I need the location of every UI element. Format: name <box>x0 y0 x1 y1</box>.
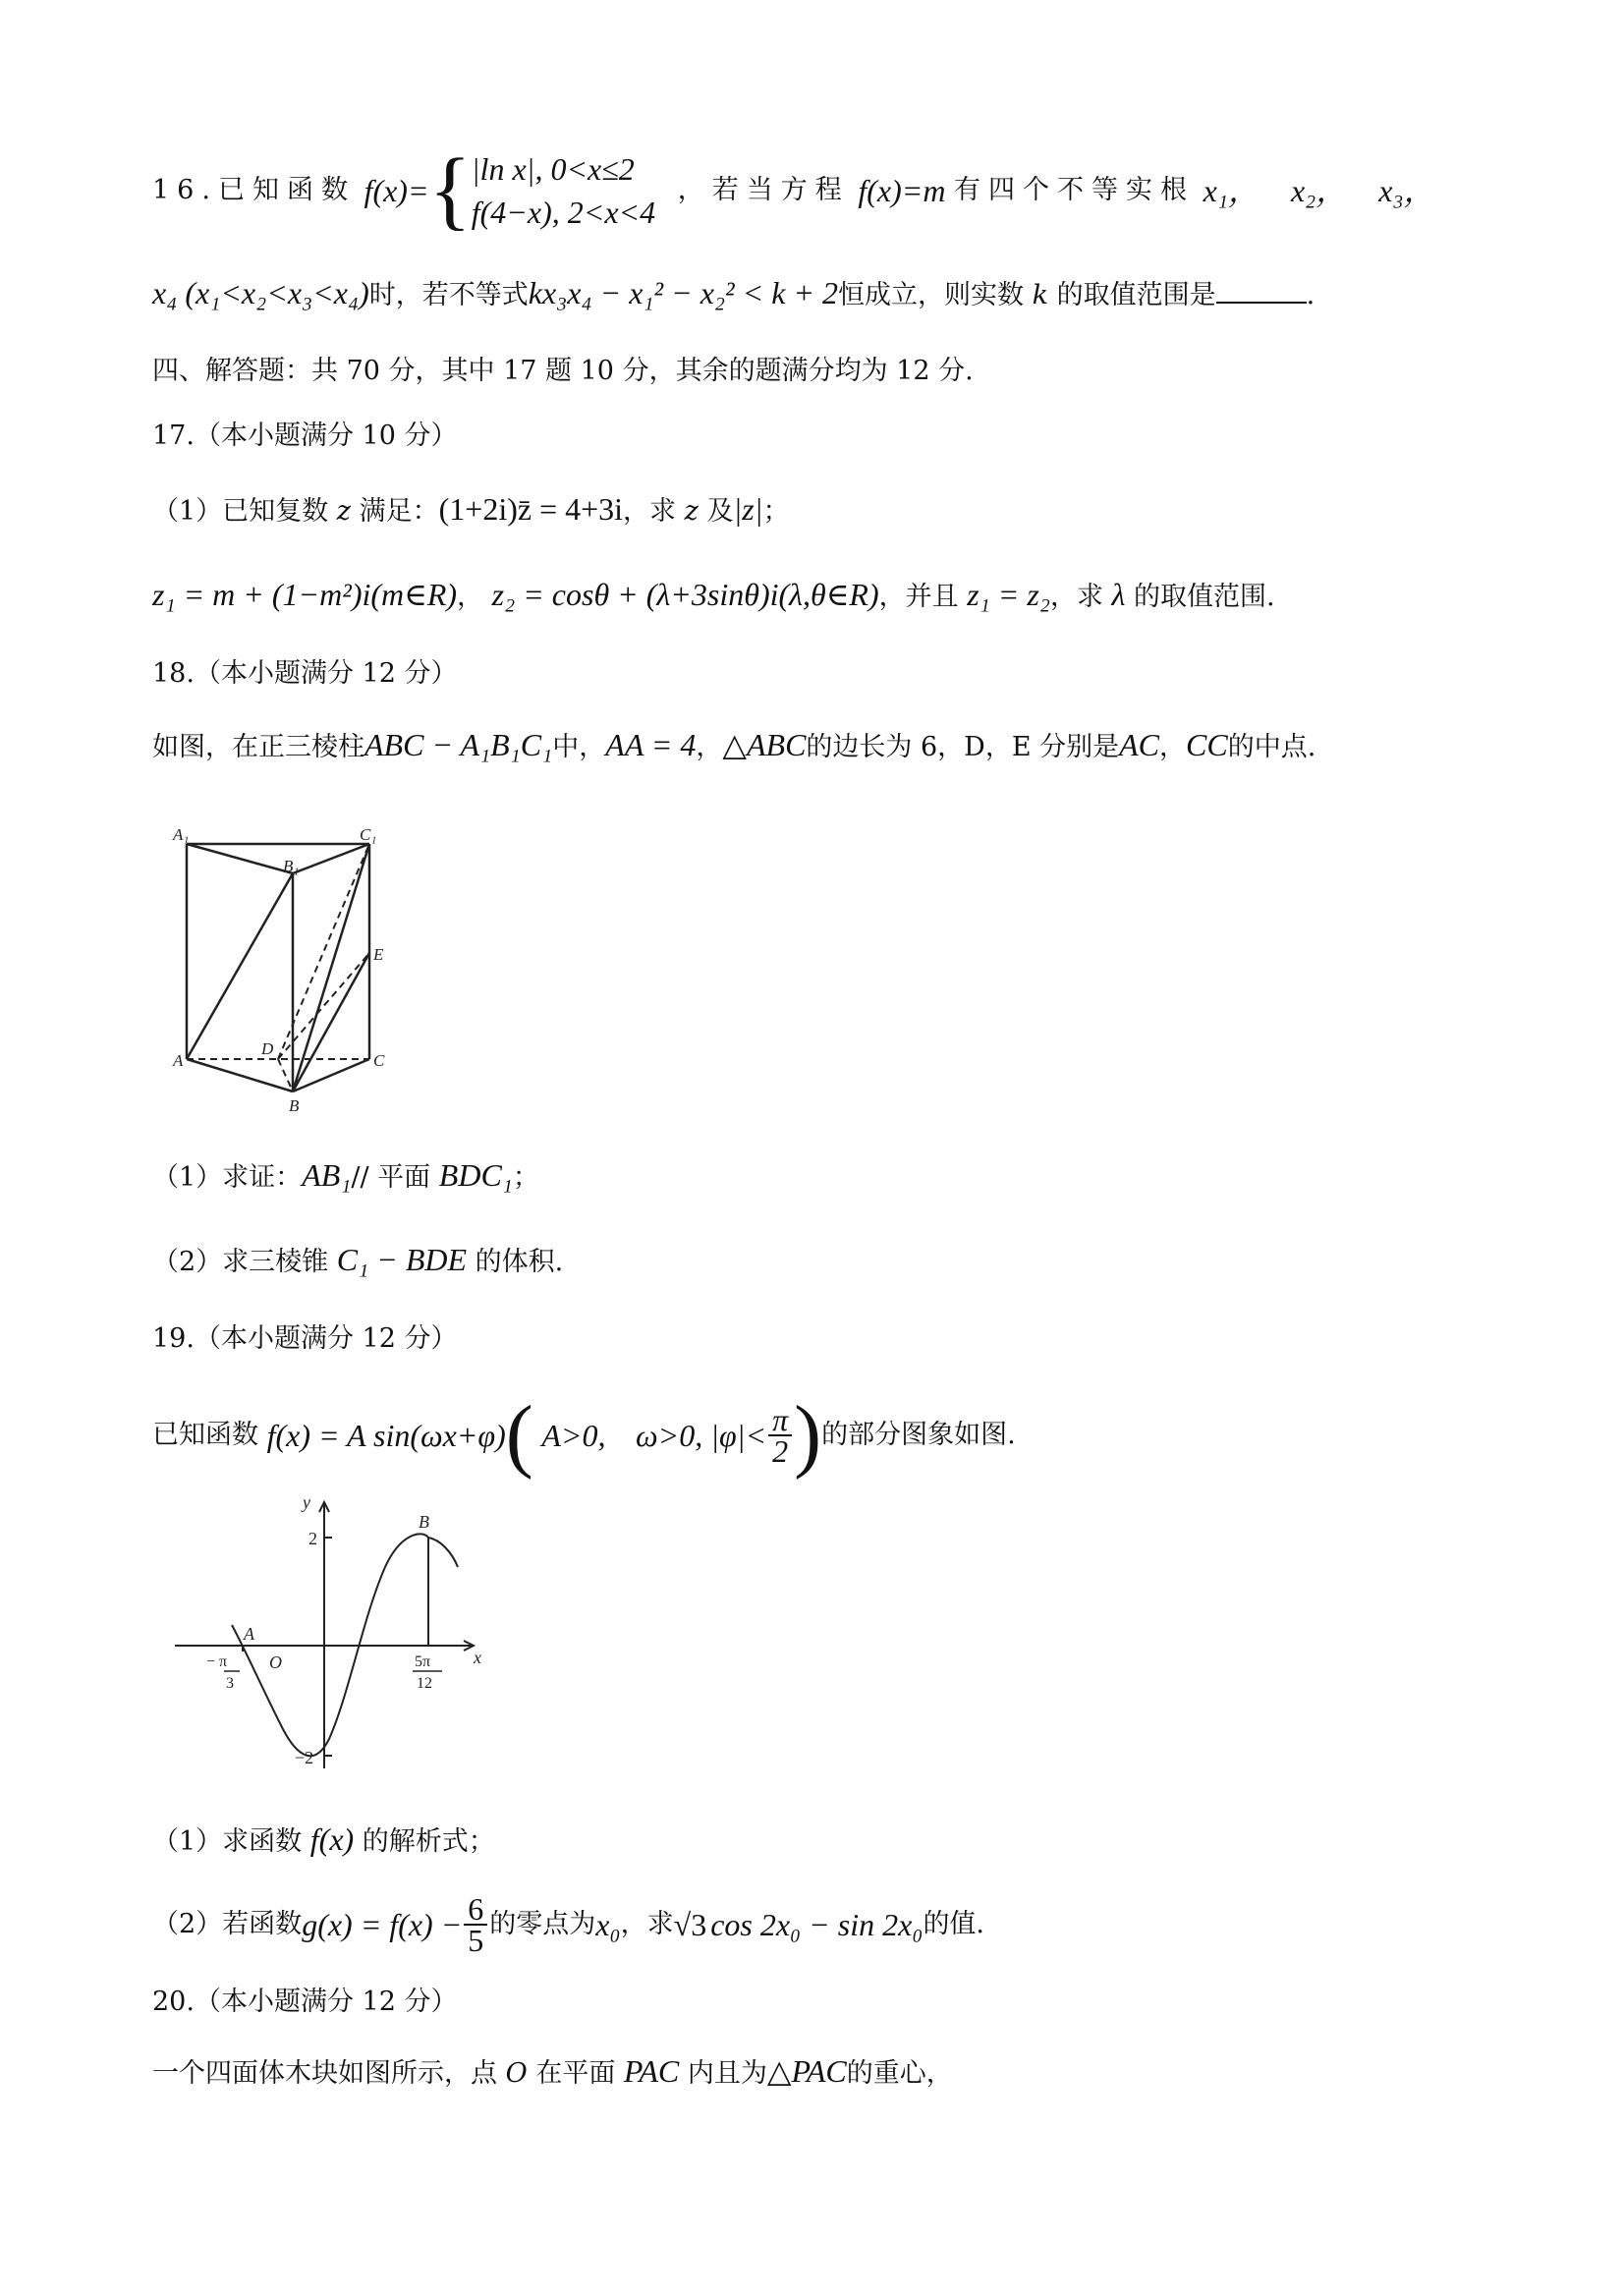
q18-ac: AC <box>1119 727 1160 762</box>
q18-aa: AA = 4 <box>605 727 697 762</box>
q18-text-b: 中， <box>552 732 606 762</box>
q16-text-b: 时，若不等式 <box>368 280 529 310</box>
q17-p1-end: ； <box>762 496 790 527</box>
q19-part2 <box>152 1891 1488 1965</box>
q19-p2-text-a: （2）若函数 <box>152 1909 303 1939</box>
q17-lambda: λ <box>1111 577 1126 612</box>
q19-p1-text-b: 的解析式； <box>362 1826 495 1857</box>
q19-p2-text-d: 的值. <box>923 1909 985 1939</box>
q19-paren-left: ( <box>505 1389 533 1481</box>
q18-triangle: △ABC <box>722 727 807 762</box>
q19-p1-fx: f(x) <box>309 1821 355 1857</box>
q20-triangle-pac: △PAC <box>766 2053 847 2089</box>
q16-inequality: kx₃x₄ − x₁² − x₂² < k + 2 <box>528 275 839 310</box>
q16-eq: f(x)=m <box>858 173 946 208</box>
q19-p2-text-b: 的零点为 <box>489 1909 596 1939</box>
q20-o: O <box>505 2058 528 2089</box>
q17-p1-text-d: 及 <box>706 496 734 527</box>
q20-text-b: 在平面 <box>535 2058 616 2089</box>
q17-p1-text-b: 满足： <box>359 496 439 527</box>
q18-prism: ABC − A₁B₁C₁ <box>364 727 553 762</box>
q18-label-e: E <box>373 945 384 964</box>
q17-z2-expression: z₂ = cosθ + (λ+3sinθ)i(λ,θ∈R) <box>491 577 879 612</box>
q19-tick-num: 5π <box>415 1653 431 1670</box>
q16-text-c: 恒成立，则实数 <box>838 280 1025 310</box>
q19-sqrt3: √3 <box>673 1907 707 1942</box>
q20-statement <box>152 2051 1488 2094</box>
q19-x-label: x <box>474 1648 481 1667</box>
q19-point-a: A <box>244 1624 254 1644</box>
q19-p2-expression: cos 2x₀ − sin 2x₀ <box>710 1907 923 1942</box>
q17-p1-equation: (1+2i)z̄ = 4+3i <box>438 491 624 527</box>
q20-pac: PAC <box>623 2053 680 2089</box>
q20-text-d: 的重心， <box>846 2058 953 2089</box>
q18-part2 <box>152 1240 1488 1282</box>
q19-y-bottom: −2 <box>295 1748 314 1767</box>
q20-header: 20.（本小题满分 12 分） <box>152 1987 458 2017</box>
q19-text-a: 已知函数 <box>152 1420 258 1450</box>
q18-label-d: D <box>261 1039 274 1058</box>
q17-part2 <box>152 575 1488 617</box>
q17-z1-expression: z₁ = m + (1−m²)i(m∈R) <box>152 577 458 612</box>
q19-x0: x₀ <box>595 1907 621 1942</box>
q19-point-b: B <box>419 1512 429 1532</box>
q18-part1 <box>152 1155 1488 1198</box>
q18-text-e: ， <box>1159 732 1187 762</box>
q19-six-fifths <box>464 1891 487 1958</box>
q16-k: k <box>1032 280 1048 310</box>
q18-pyramid: C₁ − BDE <box>336 1242 468 1277</box>
q18-p1-text-b: // 平面 <box>351 1162 431 1193</box>
q19-p2-text-c: ，求 <box>620 1909 674 1939</box>
q18-text-d: 的边长为 6，D，E 分别是 <box>806 732 1120 762</box>
q17-p2-text-b: ，并且 <box>878 582 959 612</box>
q18-p2-text-a: （2）求三棱锥 <box>152 1247 329 1277</box>
q18-plane-bdc1: BDC₁ <box>438 1157 513 1193</box>
q18-text-a: 如图，在正三棱柱 <box>152 732 364 762</box>
q19-header: 19.（本小题满分 12 分） <box>152 1323 458 1354</box>
q18-label-a1: A₁ <box>173 825 190 844</box>
q16-answer-blank <box>1216 282 1307 304</box>
q18-p2-text-b: 的体积. <box>475 1247 564 1277</box>
q19-tick-den: 12 <box>417 1675 432 1692</box>
q17-part1 <box>152 489 1488 532</box>
q19-part1 <box>152 1820 1488 1862</box>
q19-fx: f(x) = A sin(ωx+φ) <box>266 1418 506 1453</box>
q19-y-label: y <box>303 1492 310 1512</box>
q19-neg-pi3-den: 3 <box>226 1675 234 1692</box>
q18-label-b1: B₁ <box>283 857 300 875</box>
q16-mid: ，若当方程 <box>677 175 850 205</box>
q19-y-top: 2 <box>308 1529 317 1548</box>
q16-case2: f(4−x), 2<x<4 <box>471 195 656 230</box>
q18-text-f: 的中点. <box>1227 732 1316 762</box>
q18-label-b: B <box>289 1096 300 1115</box>
q18-cc: CC <box>1186 727 1228 762</box>
q16-prefix: 16.已知函数 <box>152 175 356 205</box>
q17-p2-text-d: 的取值范围. <box>1134 582 1275 612</box>
q19-pi-over-2 <box>768 1402 792 1469</box>
q16-cases <box>472 147 655 234</box>
q19-neg-pi3-num: − π <box>206 1653 228 1670</box>
q18-statement <box>152 725 1488 767</box>
q19-text-b: 的部分图象如图. <box>821 1420 1016 1450</box>
q16-line1 <box>152 141 1488 239</box>
q19-sine-graph <box>167 1488 491 1773</box>
q18-p1-text-a: （1）求证： <box>152 1162 303 1193</box>
q17-sep: ， <box>457 582 484 612</box>
q18-label-a: A <box>173 1051 184 1070</box>
q19-g-expression: g(x) = f(x) − <box>302 1907 463 1942</box>
q18-ab1: AB₁ <box>302 1157 352 1193</box>
q17-p1-abs-z: |z| <box>733 491 763 527</box>
q19-five: 5 <box>468 1923 484 1958</box>
q16-mid2: 有四个不等实根 <box>954 175 1196 205</box>
q17-z: z <box>336 496 352 527</box>
q16-fx: f(x)= <box>364 173 429 208</box>
q18-header: 18.（本小题满分 12 分） <box>152 658 458 689</box>
q18-label-c1: C₁ <box>360 825 377 844</box>
q17-p2-text-c: ，求 <box>1049 582 1103 612</box>
section-4-heading: 四、解答题：共 70 分，其中 17 题 10 分，其余的题满分均为 12 分. <box>152 356 974 386</box>
q18-label-c: C <box>373 1051 385 1070</box>
q19-paren-right: ) <box>794 1389 822 1481</box>
q16-roots: x₁， x₂， x₃， <box>1203 173 1435 208</box>
q18-p1-end: ； <box>512 1162 539 1193</box>
q19-cond-b: ω>0, |φ|< <box>636 1418 767 1453</box>
q19-statement <box>152 1389 1488 1481</box>
q18-text-c: ， <box>696 732 723 762</box>
q17-header: 17.（本小题满分 10 分） <box>152 420 458 451</box>
q19-p1-text-a: （1）求函数 <box>152 1826 303 1857</box>
q19-pi: π <box>768 1405 792 1436</box>
q20-text-c: 内且为 <box>687 2058 767 2089</box>
q16-text-d: 的取值范围是 <box>1056 280 1216 310</box>
q17-p1-text-c: ，求 <box>623 496 677 527</box>
q16-end: . <box>1306 280 1315 310</box>
q19-cond-a: A>0, <box>541 1418 606 1453</box>
q16-roots-order: x₄ (x₁<x₂<x₃<x₄) <box>152 275 369 310</box>
q16-brace: { <box>428 141 472 239</box>
q17-z-equal: z₁ = z₂ <box>967 577 1050 612</box>
q17-p1-text-a: （1）已知复数 <box>152 496 329 527</box>
q16-case1: |ln x|, 0<x≤2 <box>471 151 635 187</box>
q19-origin: O <box>269 1652 282 1672</box>
q18-prism-figure <box>167 820 403 1115</box>
q19-six: 6 <box>464 1894 487 1926</box>
q16-line2 <box>152 273 1488 315</box>
q17-z-2: z <box>684 496 699 527</box>
q20-text-a: 一个四面体木块如图所示，点 <box>152 2058 497 2089</box>
q19-two: 2 <box>772 1433 789 1469</box>
